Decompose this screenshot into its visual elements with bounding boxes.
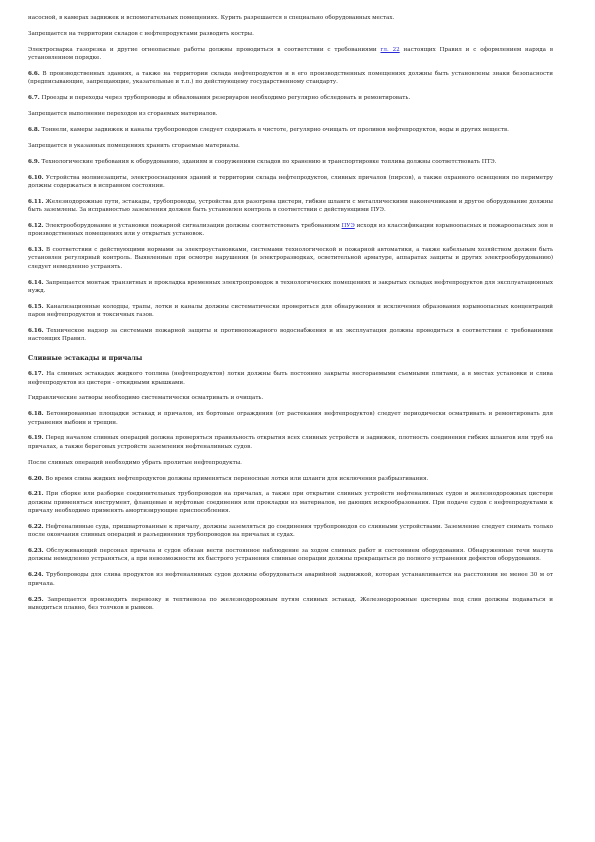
paragraph-text: Техническое надзор за системами пожарной защиты и противопожарного водоснабжения и их эксплуатация должны проводиться в соответствии с требованиями настоящих Правил. xyxy=(28,328,553,343)
paragraph xyxy=(28,126,553,134)
paragraph xyxy=(28,222,553,239)
paragraph xyxy=(28,596,553,613)
paragraph-text: Во время слива жидких нефтепродуктов должны применяться переносные лотки или шланги для исключения разбрызгивания. xyxy=(45,475,429,482)
clause-number: 6.16. xyxy=(28,328,44,335)
paragraph-text: В производственных зданиях, а также на территории склада нефтепродуктов и в его производственных помещениях должны быть установлены знаки безопасности (предписывающие, запрещающие, указательные и т.п.) по действующему государственному стандарту. xyxy=(28,70,553,86)
paragraph xyxy=(28,174,553,191)
paragraph xyxy=(28,490,553,515)
paragraph-text: Запрещается выполнение переходов из сгораемых материалов. xyxy=(28,111,218,118)
paragraph-text: Запрещается производить перевозку и тептиевоза по железнодорожным путям сливных эстакад. Железнодорожные цистерны под слив должны подаваться и выводиться плавно, без толчков и рывков. xyxy=(28,596,553,611)
paragraph-text: Технологические требования к оборудованию, зданиям и сооружениям складов по хранению и транспортировке топлива должны соответствовать ПТЭ. xyxy=(41,158,497,165)
paragraph-text: Нефтеналивные суда, пришвартованные к причалу, должны заземляться до соединения трубопроводов со сливными устройствами. Заземление следует снимать только после окончания сливных операций и разъединения трубопроводов на причалах и судах. xyxy=(28,523,554,539)
reference-link[interactable]: ПУЭ xyxy=(341,222,355,229)
paragraph-text: насосной, в камерах задвижек и вспомогательных помещениях. Курить разрешается в специально оборудованных местах. xyxy=(28,15,395,21)
paragraph-text: настоящих Правил и с оформлением наряда в установленном порядке. xyxy=(28,46,553,62)
paragraph-text: В соответствии с действующими нормами за электроустановками, системами технологической и пожарной автоматики, а также кабельным хозяйством должен быть установлен регулярный контроль. Выявленные при осмотре нарушения (в электроразводках, осветительной арматуре, аппаратах защиты и других электрооборудованию) следует немедленно устранять. xyxy=(28,247,553,270)
reference-link[interactable]: гл. 22 xyxy=(380,46,400,53)
clause-number: 6.22. xyxy=(28,523,44,530)
clause-number: 6.11. xyxy=(28,198,44,205)
paragraph-text: Запрещается на территории складов с нефтепродуктами разводить костры. xyxy=(28,30,254,37)
paragraph-text: На сливных эстакадах жидкого топлива (нефтепродуктов) лотки должны быть постоянно закрыты несгораемыми съемными плитами, а в местах установки и слива нефтепродуктов из цистерн - откидными крышками. xyxy=(28,371,553,386)
section-title: Сливные эстакады и причалы xyxy=(28,353,143,362)
paragraph-text: Гидравлические затворы необходимо систематически осматривать и очищать. xyxy=(28,395,264,402)
paragraph-list xyxy=(28,14,553,344)
paragraph xyxy=(28,246,553,271)
paragraph-text: Электрооборудование и установки пожарной сигнализации должны соответствовать требованиям xyxy=(45,222,342,229)
paragraph-list xyxy=(28,370,553,612)
paragraph-text: При сборке или разборке соединительных трубопроводов на причалах, а также при открытии сливных устройств нефтеналивных судов и железнодорожных цистерн должны применяться инструмент, фланцевые и муфтовые соединения или прокладки из материалов, не дающих искрообразования. При подаче судов с нефтепродуктами к причалу необходимо применять амортизирующие приспособления. xyxy=(28,491,553,515)
paragraph xyxy=(28,70,553,87)
clause-number: 6.17. xyxy=(28,371,44,378)
clause-number: 6.13. xyxy=(28,247,44,254)
paragraph xyxy=(28,142,553,150)
clause-number: 6.7. xyxy=(28,95,40,102)
paragraph-text: После сливных операций необходимо убрать пролитые нефтепродукты. xyxy=(28,459,242,466)
paragraph xyxy=(28,410,553,427)
clause-number: 6.9. xyxy=(28,158,40,165)
paragraph xyxy=(28,370,553,387)
clause-number: 6.14. xyxy=(28,279,44,286)
paragraph xyxy=(28,327,553,344)
paragraph xyxy=(28,30,553,38)
paragraph-text: Трубопроводы для слива продуктов из нефтеналивных судов должны оборудоваться аварийной задвижкой, которая устанавливается на расстоянии не менее 30 м от причала. xyxy=(28,572,554,587)
clause-number: 6.20. xyxy=(28,475,44,482)
clause-number: 6.6. xyxy=(28,70,40,77)
paragraph xyxy=(28,434,553,451)
paragraph-text: Электросварка газорезка и другие огнеопасные работы должны проводиться в соответствии с требованиями xyxy=(28,46,381,53)
paragraph xyxy=(28,279,553,296)
clause-number: 6.8. xyxy=(28,126,40,133)
paragraph xyxy=(28,14,553,22)
paragraph xyxy=(28,547,553,564)
paragraph xyxy=(28,94,553,102)
paragraph xyxy=(28,158,553,166)
paragraph xyxy=(28,475,553,483)
clause-number: 6.23. xyxy=(28,548,44,555)
paragraph-text: Запрещается в указанных помещениях хранить сгораемые материалы. xyxy=(28,142,240,149)
paragraph xyxy=(28,46,553,63)
clause-number: 6.18. xyxy=(28,411,44,418)
paragraph-text: Устройства молниезащиты, электрооснащения зданий и территории склада нефтепродуктов, сливных причалов (пирсов), а также охранного освещения по периметру должны содержаться в исправном состоянии. xyxy=(28,174,554,189)
paragraph-text: исходя из классификации взрывоопасных и пожароопасных зон в производственных помещениях или у открытых установок. xyxy=(28,222,553,238)
paragraph-text: Тоннели, камеры задвижек и каналы трубопроводов следует содержать в чистоте, регулярно очищать от проливов нефтепродуктов, воды и других веществ. xyxy=(41,126,509,133)
clause-number: 6.10. xyxy=(28,174,44,181)
paragraph-text: Бетонированные площадки эстакад и причалов, их бортовые ограждения (от растекания нефтепродуктов) следует периодически осматривать и ремонтировать для устранения выбоин и трещин. xyxy=(28,411,553,426)
clause-number: 6.24. xyxy=(28,572,44,579)
paragraph xyxy=(28,198,553,215)
paragraph-text: Канализационные колодцы, трапы, лотки и каналы должны систематически проверяться для обнаружения и исключения образования взрывоопасных концентраций паров нефтепродуктов и токсичных газов. xyxy=(28,303,553,319)
paragraph-text: Железнодорожные пути, эстакады, трубопроводы, устройства для разогрева цистерн, гибкие шланги с металлическими наконечниками и другое оборудование должны быть заземлены. За исправностью заземления должен быть установлен контроль в соответствии с действующими ПУЭ. xyxy=(28,198,554,214)
clause-number: 6.12. xyxy=(28,222,44,229)
paragraph-text: Обслуживающий персонал причала и судов обязан вести постоянное наблюдение за ходом сливных работ и состоянием оборудования. Обнаруженные течи мазута должны немедленно устраняться, а при невозможности их быстрого устранения сливные операции должны прекращаться до полного устранения дефектов оборудования. xyxy=(28,548,554,563)
paragraph-text: Перед началом сливных операций должна проверяться правильность открытия всех сливных устройств и задвижек, плотность соединения гибких шлангов или труб на причалах, а также береговых устройств заземления нефтеналивных судов. xyxy=(28,435,553,450)
paragraph xyxy=(28,110,553,118)
clause-number: 6.25. xyxy=(28,596,44,603)
clause-number: 6.21. xyxy=(28,491,44,498)
paragraph-text: Проезды и переходы через трубопроводы и обвалования резервуаров необходимо регулярно обследовать и ремонтировать. xyxy=(41,95,411,102)
paragraph xyxy=(28,523,553,540)
paragraph xyxy=(28,459,553,467)
clause-number: 6.19. xyxy=(28,435,44,442)
paragraph xyxy=(28,303,553,320)
paragraph xyxy=(28,571,553,588)
paragraph-text: Запрещается монтаж транзитных и прокладка временных электропроводок в технологических помещениях и закрытых складах нефтепродуктов для эксплуатационных нужд. xyxy=(28,279,553,294)
paragraph xyxy=(28,394,553,402)
clause-number: 6.15. xyxy=(28,303,44,310)
